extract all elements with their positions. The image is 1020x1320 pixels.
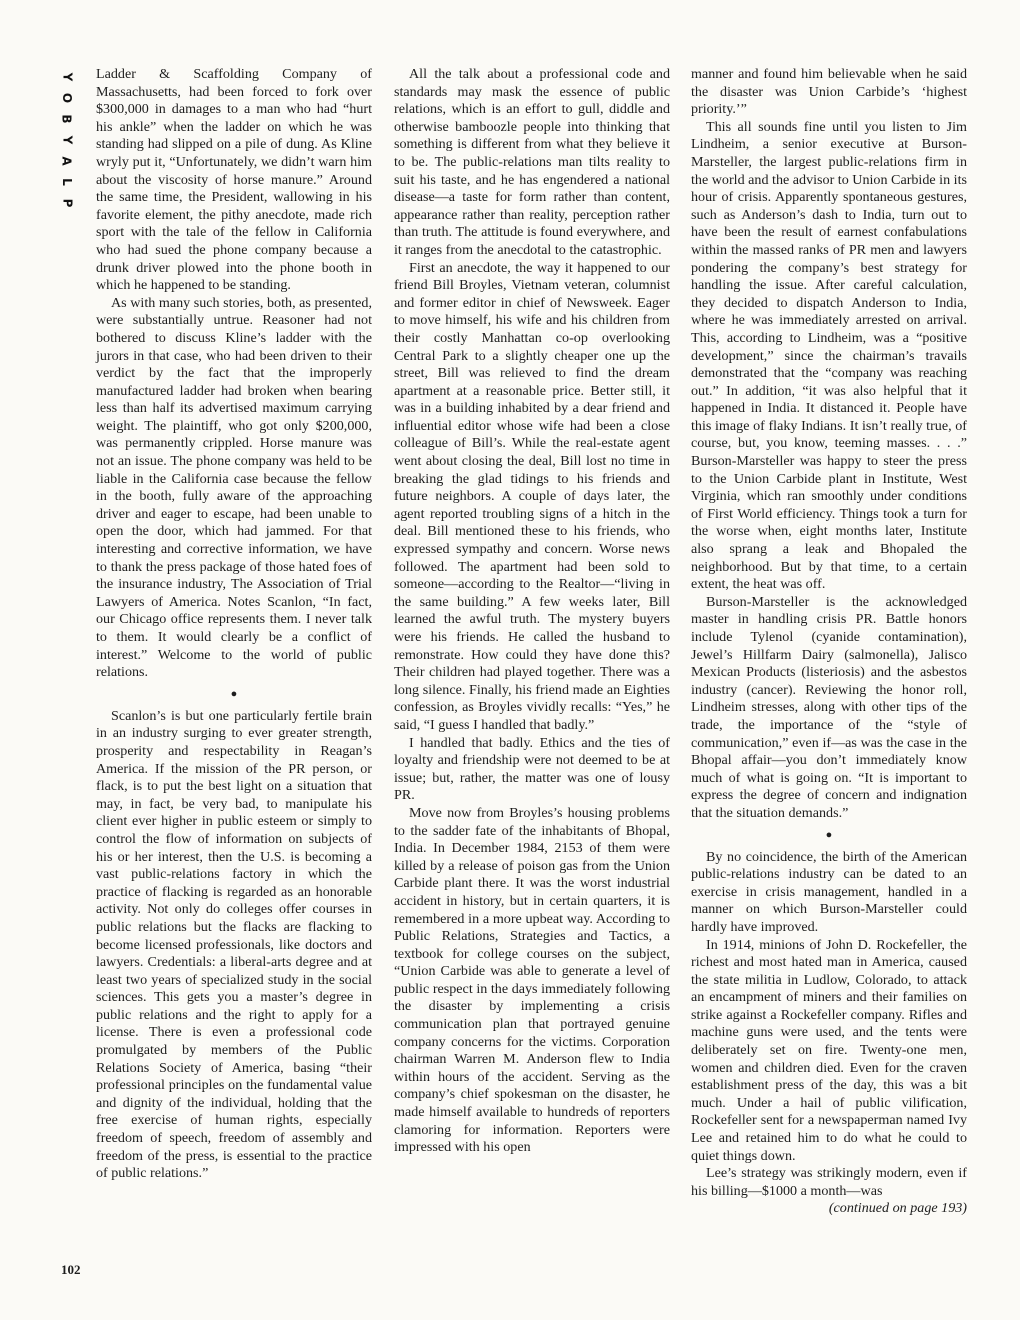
paragraph: I handled that badly. Ethics and the ties of loyalty and friendship were not deemed to be at issue; but, rather, the matter was one of lousy PR. <box>394 734 670 804</box>
text-column-2 <box>394 66 670 1157</box>
logo-letter: B <box>60 114 74 124</box>
paragraph: In 1914, minions of John D. Rockefeller, the richest and most hated man in America, caused the state militia in Ludlow, Colorado, to attack an encampment of miners and their families on strike against a Rockefeller company. Rifles and machine guns were used, and the tents were deliberately set on fire. Twenty-one men, women and children died. Even for the craven establishment press of the day, this was a bit much. Under a hail of public vilification, Rockefeller sent for a newspaperman named Ivy Lee and retained him to do what he could to quiet things down. <box>691 936 967 1164</box>
text-column-1 <box>96 66 372 1183</box>
paragraph: Move now from Broyles’s housing problems to the sadder fate of the inhabitants of Bhopal, India. In December 1984, 2153 of them were killed by a release of poison gas from the Union Carbide plant there. It was the worst industrial accident in history, but in certain quarters, it is remembered in a more upbeat way. According to Public Relations, Strategies and Tactics, a textbook for college courses on the subject, “Union Carbide was able to generate a level of public respect in the days immediately following the disaster by implementing a crisis communication plan that portrayed genuine company concerns for the victims. Corporation chairman Warren M. Anderson flew to India within hours of the accident. Serving as the company’s chief spokesman on the disaster, he made himself available to hundreds of reporters clamoring for information. Reporters were impressed with his open <box>394 804 670 1156</box>
paragraph: Scanlon’s is but one particularly fertile brain in an industry surging to ever greater strength, prosperity and respectability in Reagan’s America. If the mission of the PR person, or flack, is to put the best light on a situation that may, in fact, be very bad, to manipulate his client ever higher in public esteem or simply to control the flow of information on subjects of his or her interest, then the U.S. is becoming a vast public-relations factory in which the practice of flacking is regarded as an honorable activity. Not only do colleges offer courses in public relations but the flacks are flacking to become licensed professionals, like doctors and lawyers. Credentials: a liberal-arts degree and at least two years of specialized study in the social sciences. This gets you a master’s degree in public relations and the right to apply for a license. There is even a professional code promulgated by members of the Public Relations Society of America, basing “their professional principles on the fundamental value and dignity of the individual, holding that the free exercise of human rights, especially freedom of speech, freedom of assembly and freedom of the press, is essential to the practice of public relations.” <box>96 707 372 1182</box>
logo-letter: O <box>59 92 74 104</box>
paragraph: All the talk about a professional code and standards may mask the essence of public relations, which is an effort to gull, diddle and otherwise bamboozle people into thinking that something is different from what they believe it to be. The public-relations man tilts reality to suit his taste, and he has engendered a national disease—a taste for form rather than content, appearance rather than reality, perception rather than truth. The attitude is found everywhere, and it ranges from the anecdotal to the catastrophic. <box>394 66 670 258</box>
section-separator: ● <box>230 687 238 700</box>
paragraph: This all sounds fine until you listen to Jim Lindheim, a senior executive at Burson-Marsteller, the largest public-relations firm in the world and the advisor to Union Carbide in its hour of crisis. Apparently spontaneous gestures, such as Anderson’s dash to India, turn out to have been the result of earnest confabulations within the massed ranks of PR men and lawyers pondering the company’s best strategy for handling the issue. After careful calculation, they decided to dispatch Anderson to India, where he was immediately arrested on arrival. This, according to Lindheim, was a “positive development,” since the chairman’s travails demonstrated that the “company was reaching out.” In addition, “it was also helpful that it happened in India. It distanced it. People have this image of flaky Indians. It isn’t really true, of course, but, you know, teeming masses. . . .” Burson-Marsteller was happy to steer the press to the Union Carbide plant in Institute, West Virginia, which ran smoothly under conditions of First World efficiency. Things took a turn for the worse when, eight months later, Institute also sprang a leak and Bhopaled the neighborhood. But by that time, to a certain extent, the heat was off. <box>691 118 967 593</box>
logo-letter: L <box>60 178 74 186</box>
magazine-logo <box>60 70 74 210</box>
paragraph: Lee’s strategy was strikingly modern, even if his billing—$1000 a month—was <box>691 1165 967 1199</box>
logo-letter: Y <box>59 72 74 82</box>
paragraph: Ladder & Scaffolding Company of Massachusetts, had been forced to fork over $300,000 in damages to a man who had “hurt his ankle” when the ladder on which he was standing had slipped on a pile of dung. As Kline wryly put it, “Unfortunately, we didn’t warn him about the viscosity of horse manure.” Around the same time, the President, wallowing in his favorite element, the pithy anecdote, made rich sport with the tale of the fellow in California who had sued the phone company because a drunk driver plowed into the phone booth in which he happened to be standing. <box>96 66 372 294</box>
paragraph: As with many such stories, both, as presented, were substantially untrue. Reasoner had not bothered to discuss Kline’s ladder with the jurors in that case, who had been driven to their verdict by the fact that the improperly manufactured ladder had broken when bearing less than half its advertised maximum carrying weight. The plaintiff, who got only $200,000, was permanently crippled. Horse manure was not an issue. The phone company was held to be liable in the California case because the fellow in the booth, fully aware of the approaching driver and eager to escape, had been unable to open the door, which had jammed. For that interesting and corrective information, we have to thank the press package of those hated foes of the insurance industry, The Association of Trial Lawyers of America. Notes Scanlon, “In fact, our Chicago office represents them. I never talk to them. It would clearly be a conflict of interest.” Welcome to the world of public relations. <box>96 294 372 681</box>
paragraph: manner and found him believable when he said the disaster was Union Carbide’s ‘highest priority.’” <box>691 66 967 118</box>
section-separator: ● <box>825 828 833 841</box>
paragraph: First an anecdote, the way it happened to our friend Bill Broyles, Vietnam veteran, columnist and former editor in chief of Newsweek. Eager to move himself, his wife and his children from their costly Manhattan co-op overlooking Central Park to a slightly cheaper one up the street, Bill was relieved to find the dream apartment at a reasonable price. Better still, it was in a building inhabited by a dear friend and influential editor whose wife had been a close colleague of Bill’s. While the real-estate agent went about closing the deal, Bill lost no time in breaking the glad tidings to his friends and future neighbors. A couple of days later, the agent reported troubling signs of a hitch in the deal. Bill mentioned these to his friends, who expressed sympathy and concern. Worse news followed. The apartment had been sold to someone—according to the Realtor—“living in the same building.” A few weeks later, Bill learned the awful truth. The mystery buyers were his friends. He called the husband to remonstrate. How could they have done this? Their children had played together. There was a long silence. Finally, his friend made an Eighties confession, as Broyles vividly recalls: “Yes,” he said, “I guess I handled that badly.” <box>394 259 670 733</box>
page-number: 102 <box>61 1262 81 1277</box>
continued-note: (continued on page 193) <box>828 1200 967 1217</box>
paragraph: Burson-Marsteller is the acknowledged master in handling crisis PR. Battle honors include Tylenol (cyanide contamination), Jewel’s Hillfarm Dairy (salmonella), Jalisco Mexican Products (listeriosis) and the asbestos industry (cancer). Reviewing the honor roll, Lindheim stresses, along with other tips of the trade, the importance of the “style of communication,” even if—as was the case in the Bhopal affair—you don’t immediately know much of what is going on. “It is important to express the degree of concern and indignation that the situation demands.” <box>691 593 967 821</box>
logo-letter: P <box>59 198 74 208</box>
paragraph: By no coincidence, the birth of the American public-relations industry can be dated to an exercise in crisis management, handled in a manner on which Burson-Marsteller could hardly have improved. <box>691 848 967 935</box>
logo-letter: A <box>59 156 74 166</box>
logo-letter: Y <box>59 135 74 145</box>
text-column-3 <box>691 66 967 1218</box>
